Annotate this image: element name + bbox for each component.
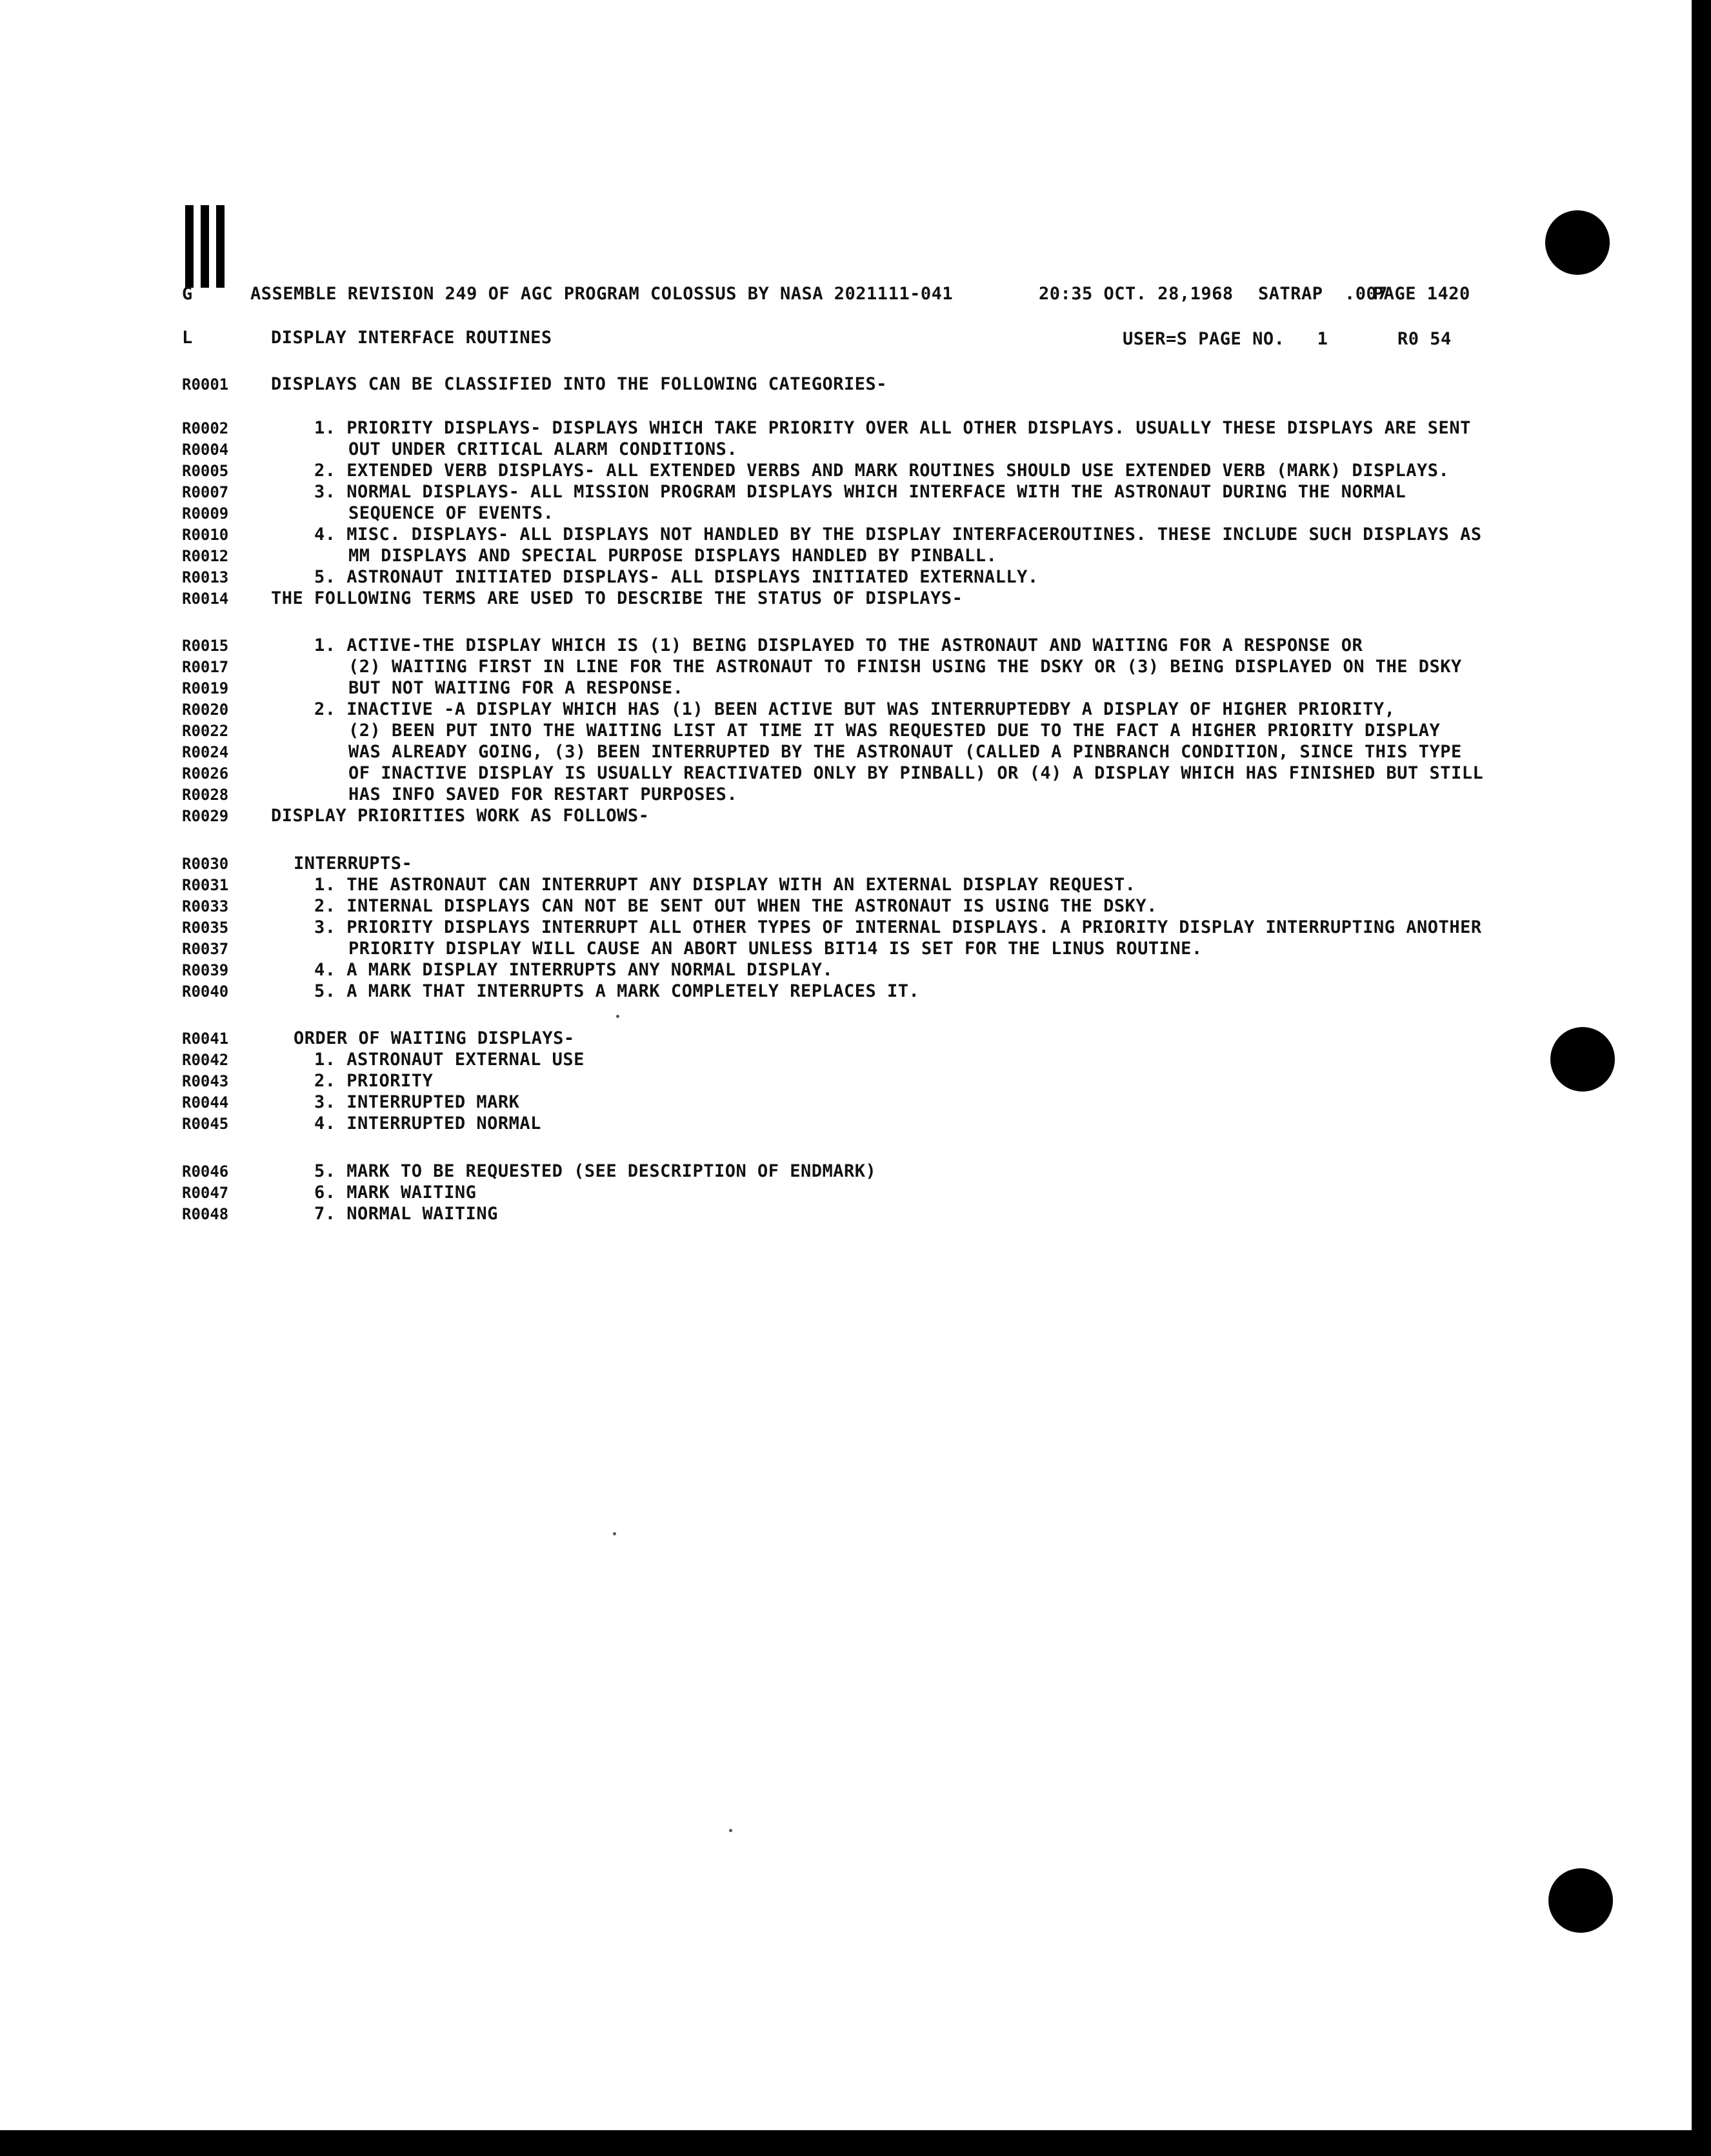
line-label: R0047	[182, 1184, 229, 1202]
line-label: R0048	[182, 1205, 229, 1223]
line-text: 2. INTERNAL DISPLAYS CAN NOT BE SENT OUT WHEN THE ASTRONAUT IS USING THE DSKY.	[314, 896, 1157, 916]
line-text: 4. A MARK DISPLAY INTERRUPTS ANY NORMAL DISPLAY.	[314, 960, 834, 980]
line-label: R0005	[182, 462, 229, 480]
line-text: 4. INTERRUPTED NORMAL	[314, 1113, 541, 1133]
line-text: BUT NOT WAITING FOR A RESPONSE.	[348, 678, 684, 698]
line-text: 1. ASTRONAUT EXTERNAL USE	[314, 1050, 585, 1070]
line-text: 1. ACTIVE-THE DISPLAY WHICH IS (1) BEING DISPLAYED TO THE ASTRONAUT AND WAITING FOR A RESPONSE OR	[314, 635, 1363, 655]
line-text: 5. MARK TO BE REQUESTED (SEE DESCRIPTION OF ENDMARK)	[314, 1161, 877, 1181]
line-label: R0002	[182, 419, 229, 437]
line-text: 2. PRIORITY	[314, 1071, 434, 1091]
line-label: R0020	[182, 701, 229, 719]
line-label: R0024	[182, 743, 229, 761]
subheader-title: DISPLAY INTERFACE ROUTINES	[271, 328, 552, 348]
line-label: R0013	[182, 568, 229, 586]
line-label: R0007	[182, 483, 229, 501]
line-text: 2. EXTENDED VERB DISPLAYS- ALL EXTENDED VERBS AND MARK ROUTINES SHOULD USE EXTENDED VERB (MARK) DISPLAYS.	[314, 461, 1450, 481]
line-text: WAS ALREADY GOING, (3) BEEN INTERRUPTED BY THE ASTRONAUT (CALLED A PINBRANCH CONDITION, SINCE THIS TYPE	[348, 742, 1462, 762]
header-page: PAGE 1420	[1373, 284, 1470, 304]
line-text: SEQUENCE OF EVENTS.	[348, 503, 554, 523]
header-title: ASSEMBLE REVISION 249 OF AGC PROGRAM COLOSSUS BY NASA 2021111-041	[250, 284, 954, 304]
subheader-ro: R0 54	[1397, 329, 1452, 349]
line-text: 5. ASTRONAUT INITIATED DISPLAYS- ALL DISPLAYS INITIATED EXTERNALLY.	[314, 567, 1039, 587]
line-label: R0045	[182, 1115, 229, 1133]
line-label: R0031	[182, 876, 229, 894]
line-text: OF INACTIVE DISPLAY IS USUALLY REACTIVATED ONLY BY PINBALL) OR (4) A DISPLAY WHICH HAS FINISHED BUT STILL	[348, 763, 1484, 783]
line-text: ORDER OF WAITING DISPLAYS-	[294, 1028, 575, 1048]
header-tag: G	[182, 284, 193, 304]
line-label: R0041	[182, 1030, 229, 1048]
line-text: 3. INTERRUPTED MARK	[314, 1092, 520, 1112]
line-text: 3. NORMAL DISPLAYS- ALL MISSION PROGRAM DISPLAYS WHICH INTERFACE WITH THE ASTRONAUT DURING THE NORMAL	[314, 482, 1406, 502]
line-label: R0046	[182, 1163, 229, 1181]
subheader-tag: L	[182, 328, 193, 348]
line-label: R0014	[182, 590, 229, 608]
line-text: INTERRUPTS-	[294, 853, 413, 873]
line-label: R0035	[182, 919, 229, 937]
line-label: R0043	[182, 1072, 229, 1090]
line-label: R0044	[182, 1093, 229, 1112]
line-text: (2) BEEN PUT INTO THE WAITING LIST AT TIME IT WAS REQUESTED DUE TO THE FACT A HIGHER PRIORITY DISPLAY	[348, 721, 1441, 741]
line-label: R0040	[182, 983, 229, 1001]
line-label: R0042	[182, 1051, 229, 1069]
line-label: R0026	[182, 764, 229, 783]
line-label: R0019	[182, 679, 229, 697]
line-label: R0012	[182, 547, 229, 565]
scan-border-bottom	[0, 2130, 1711, 2156]
line-text: 4. MISC. DISPLAYS- ALL DISPLAYS NOT HANDLED BY THE DISPLAY INTERFACEROUTINES. THESE INCLUDE SUCH DISPLAYS AS	[314, 524, 1482, 544]
subheader-users-page: USER=S PAGE NO. 1	[1123, 329, 1328, 349]
line-text: DISPLAY PRIORITIES WORK AS FOLLOWS-	[271, 806, 650, 826]
line-label: R0001	[182, 375, 229, 394]
line-label: R0004	[182, 441, 229, 459]
line-text: THE FOLLOWING TERMS ARE USED TO DESCRIBE THE STATUS OF DISPLAYS-	[271, 588, 963, 608]
line-label: R0015	[182, 637, 229, 655]
line-label: R0009	[182, 504, 229, 523]
line-text: (2) WAITING FIRST IN LINE FOR THE ASTRONAUT TO FINISH USING THE DSKY OR (3) BEING DISPLAYED ON THE DSKY	[348, 657, 1462, 677]
line-text: 1. PRIORITY DISPLAYS- DISPLAYS WHICH TAKE PRIORITY OVER ALL OTHER DISPLAYS. USUALLY THESE DISPLAYS ARE SENT	[314, 418, 1471, 438]
punch-hole	[1548, 1868, 1613, 1933]
scan-speck	[616, 1015, 619, 1018]
line-label: R0010	[182, 526, 229, 544]
line-text: MM DISPLAYS AND SPECIAL PURPOSE DISPLAYS HANDLED BY PINBALL.	[348, 546, 997, 566]
punch-hole	[1550, 1027, 1615, 1092]
scan-border-right	[1692, 0, 1711, 2156]
line-text: HAS INFO SAVED FOR RESTART PURPOSES.	[348, 784, 738, 804]
line-label: R0028	[182, 786, 229, 804]
line-text: 3. PRIORITY DISPLAYS INTERRUPT ALL OTHER TYPES OF INTERNAL DISPLAYS. A PRIORITY DISPLAY INTERRUPTING ANOTHER	[314, 917, 1482, 937]
line-text: 7. NORMAL WAITING	[314, 1204, 498, 1224]
punch-hole	[1545, 210, 1610, 275]
line-label: R0017	[182, 658, 229, 676]
header-timestamp: 20:35 OCT. 28,1968	[1039, 284, 1234, 304]
scan-speck	[613, 1532, 616, 1535]
scan-speck	[729, 1829, 732, 1832]
line-text: 2. INACTIVE -A DISPLAY WHICH HAS (1) BEEN ACTIVE BUT WAS INTERRUPTEDBY A DISPLAY OF HIGHER PRIORITY,	[314, 699, 1396, 719]
line-label: R0037	[182, 940, 229, 958]
line-text: 6. MARK WAITING	[314, 1183, 477, 1203]
line-text: 1. THE ASTRONAUT CAN INTERRUPT ANY DISPLAY WITH AN EXTERNAL DISPLAY REQUEST.	[314, 875, 1136, 895]
printer-bars-mark	[185, 205, 225, 288]
line-label: R0033	[182, 897, 229, 915]
line-text: DISPLAYS CAN BE CLASSIFIED INTO THE FOLLOWING CATEGORIES-	[271, 374, 888, 394]
line-text: OUT UNDER CRITICAL ALARM CONDITIONS.	[348, 439, 738, 459]
line-label: R0029	[182, 807, 229, 825]
line-label: R0022	[182, 722, 229, 740]
line-label: R0030	[182, 855, 229, 873]
line-text: 5. A MARK THAT INTERRUPTS A MARK COMPLETELY REPLACES IT.	[314, 981, 920, 1001]
header-satrap: SATRAP .007	[1258, 284, 1388, 304]
line-label: R0039	[182, 961, 229, 979]
line-text: PRIORITY DISPLAY WILL CAUSE AN ABORT UNLESS BIT14 IS SET FOR THE LINUS ROUTINE.	[348, 939, 1203, 959]
